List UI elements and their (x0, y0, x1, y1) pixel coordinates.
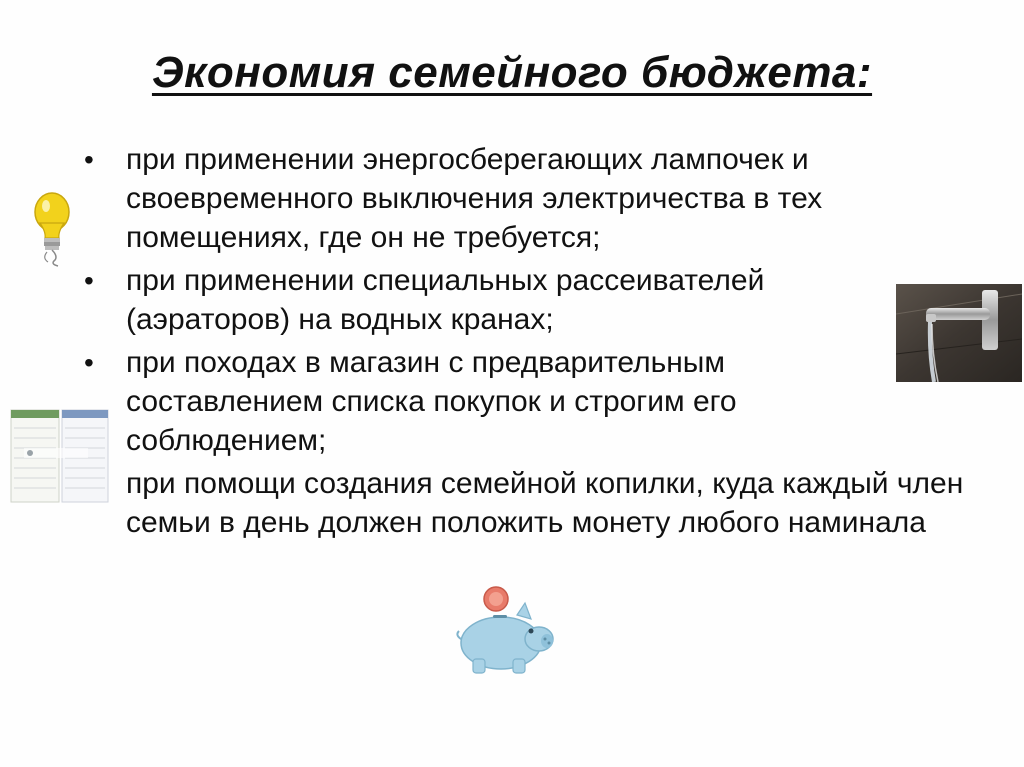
bullet-item (84, 261, 1004, 339)
faucet-photo (896, 284, 1022, 382)
bullet-item (84, 140, 1004, 257)
light-bulb-icon (28, 190, 76, 268)
bullet-text: при помощи создания семейной копилки, куда каждый член семьи в день должен положить монету любого наминала (126, 467, 964, 539)
slide-title (0, 48, 1024, 98)
shopping-list-image (10, 408, 110, 504)
bullet-dot: • (84, 265, 94, 296)
bullet-text: при применении энергосберегающих лампочек и своевременного выключения электричества в тех помещениях, где он не требуется; (126, 143, 823, 254)
bullet-text: при походах в магазин с предварительным составлением списка покупок и строгим его соблюдением; (126, 346, 737, 457)
bullet-dot: • (84, 144, 94, 175)
slide-title-text: Экономия семейного бюджета: (151, 48, 873, 97)
bullet-item (84, 343, 1004, 460)
piggy-bank-icon (455, 585, 561, 677)
bullet-text: при применении специальных рассеивателей (аэраторов) на водных кранах; (126, 264, 765, 336)
bullet-item (84, 464, 1004, 542)
bullet-list (84, 140, 1004, 546)
bullet-dot: • (84, 347, 94, 378)
